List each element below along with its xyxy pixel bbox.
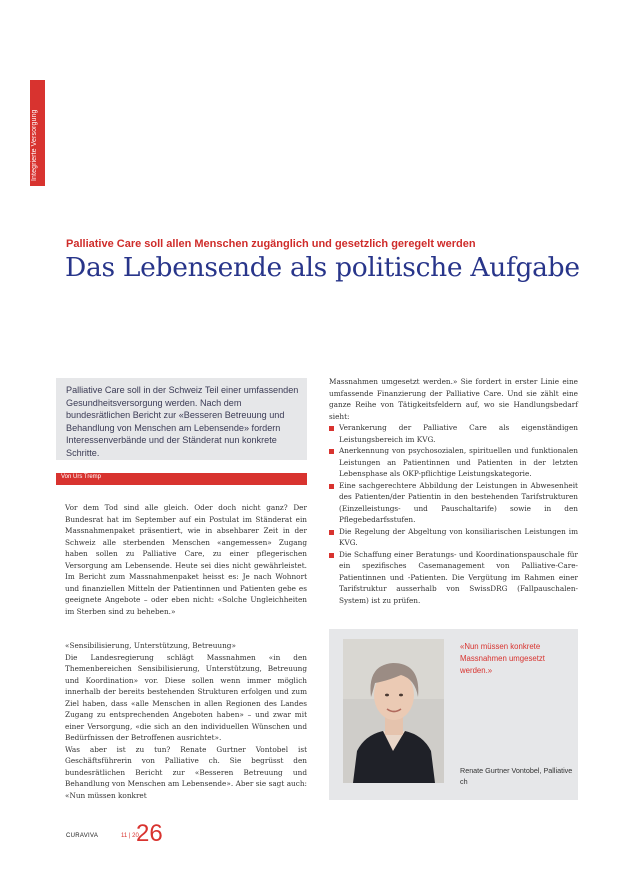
author-name: Von Urs Tremp: [61, 474, 102, 480]
portrait-illustration: [343, 639, 444, 783]
portrait-photo: [343, 639, 444, 783]
body-paragraph: Vor dem Tod sind alle gleich. Oder doch nicht ganz? Der Bundesrat hat im September auf ein Postulat im Ständerat ein Massnahmenpaket präsentiert, wie in absehbarer Zeit in der Schweiz alle sterbenden Menschen «angemessen» Zugang haben sollen zu Palliative Care, zu einer pflegerischen Versorgung am Lebensende. Heute sei dies nicht gewährleistet. Im Bericht zum Massnahmenpaket heisst es: Je nach Wohnort und finanziellen Mitteln der Patientinnen und Patienten gebe es geeignete Angebote – oder eben nicht: «Solche Ungleichheiten im Sterben sind zu beheben.»: [65, 503, 307, 616]
list-item: Die Regelung der Abgeltung von konsiliarischen Leistungen im KVG.: [329, 526, 578, 549]
subheading: «Sensibilisierung, Unterstützung, Betreuung»: [65, 641, 236, 650]
body-column-2: [329, 376, 578, 606]
article-kicker: Palliative Care soll allen Menschen zugänglich und gesetzlich geregelt werden: [66, 238, 476, 250]
article-headline: Das Lebensende als politische Aufgabe: [65, 252, 580, 283]
list-item: Anerkennung von psychosozialen, spirituellen und funktionalen Leistungen an Patientinnen und Patienten in der letzten Lebensphase als OKP-pflichtige Leistungskategorie.: [329, 445, 578, 480]
body-paragraph: Die Landesregierung schlägt Massnahmen «in den Themenbereichen Sensibilisierung, Unterstützung, Betreuung und Koordination» vor. Diese sollen wenn immer möglich innerhalb der bereits bestehenden Strukturen erfolgen und zum Ziel haben, dass «alle Menschen in allen Regionen des Landes Zugang zu entsprechenden Angeboten haben» – und zwar mit einer Versorgung, «die sich an den individuellen Wünschen und Bedürfnissen der Betroffenen ausrichtet».: [65, 652, 307, 743]
body-column-1: [65, 502, 307, 617]
section-tab: [30, 80, 45, 186]
list-item: Eine sachgerechtere Abbildung der Leistungen in Abwesenheit des Patienten/der Patientin in den bestehenden Tarifstrukturen (Einzelleistungs- und Pauschaltarife) sowie in den Pflegebedarfsstufen.: [329, 480, 578, 526]
list-item: Die Schaffung einer Beratungs- und Koordinationspauschale für ein spezifisches Casemanagement von Palliative-Care-Patientinnen und -Patienten. Die Vergütung im Rahmen einer Tarifstruktur ausserhalb von SwissDRG (Fallpauschalen-System) ist zu prüfen.: [329, 549, 578, 607]
section-tab-label: Integrierte Versorgung: [31, 109, 38, 181]
lead-box: [56, 378, 307, 460]
body-paragraph: Massnahmen umgesetzt werden.» Sie fordert in erster Linie eine umfassende Finanzierung der Palliative Care. Und sie zählt eine ganze Reihe von Tätigkeitsfeldern auf, wo sie Handlungsbedarf sieht:: [329, 377, 578, 421]
list-item: Verankerung der Palliative Care als eigenständigen Leistungsbereich im KVG.: [329, 422, 578, 445]
body-column-1-lower: [65, 640, 307, 801]
photo-caption: Renate Gurtner Vontobel, Palliative ch: [460, 766, 573, 787]
page-number: 26: [136, 820, 163, 847]
lead-text: Palliative Care soll in der Schweiz Teil einer umfassenden Gesundheitsversorgung werden. Nach dem bundesrätlichen Bericht zur «Besseren Betreuung und Behandlung von Menschen am Lebensende» fordern Interessenverbände und der Ständerat nun konkrete Schritte.: [66, 385, 299, 458]
issue-number: 11 | 20: [121, 833, 139, 839]
author-bar: [56, 473, 307, 485]
portrait-box: [329, 629, 578, 800]
body-paragraph: Was aber ist zu tun? Renate Gurtner Vontobel ist Geschäftsführerin von Palliative ch. Sie begrüsst den bundesrätlichen Bericht zur «Besseren Betreuung und Behandlung von Menschen am Lebensende». Aber sie sagt auch: «Nun müssen konkret: [65, 744, 307, 800]
magazine-name: CURAVIVA: [66, 833, 99, 839]
pull-quote: «Nun müssen konkrete Massnahmen umgesetzt werden.»: [460, 642, 545, 675]
